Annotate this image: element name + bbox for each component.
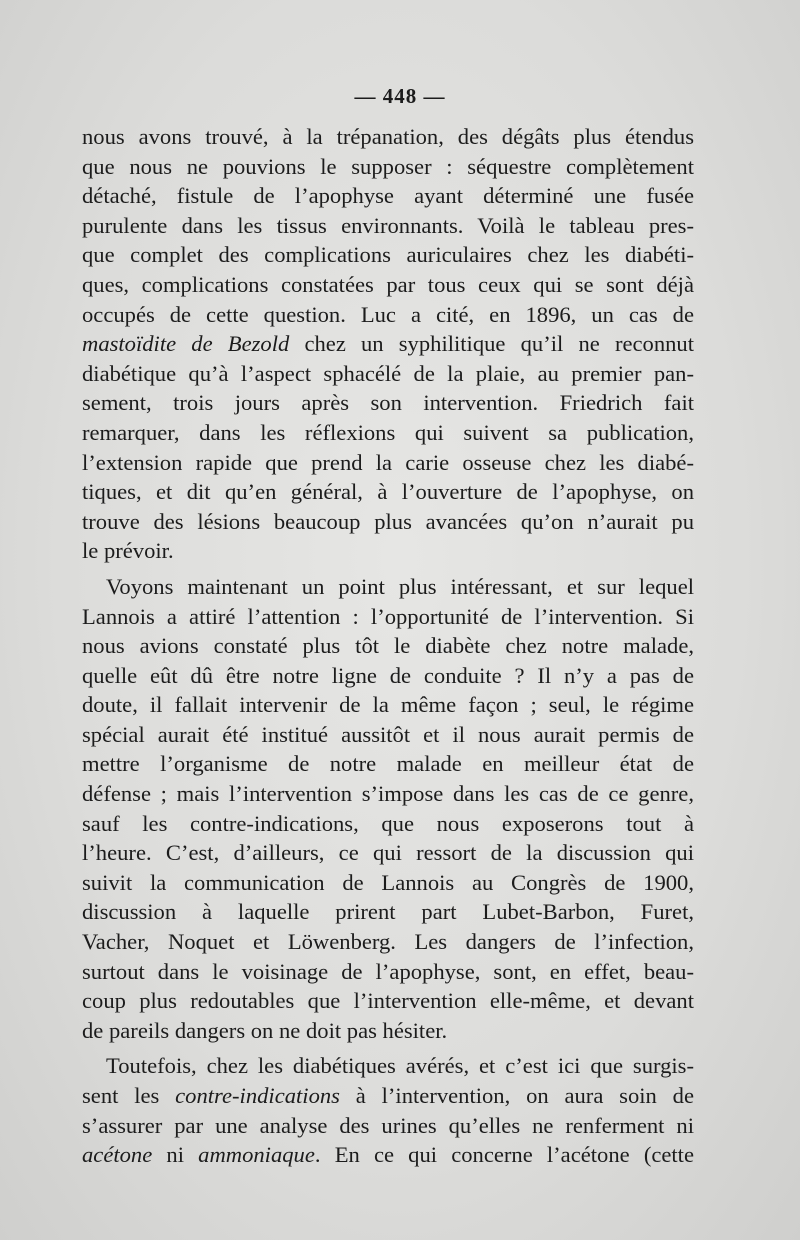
italic-text: acétone (82, 1142, 153, 1168)
text-run: spécial aurait été institué aussitôt et il nous aurait permis de (82, 721, 694, 747)
paragraph (82, 1051, 694, 1169)
text-line (82, 602, 694, 632)
text-line (82, 240, 694, 270)
text-run: trouve des lésions beaucoup plus avancées qu’on n’aurait pu (82, 508, 694, 534)
text-line (82, 418, 694, 448)
text-run: Lannois a attiré l’attention : l’opportunité de l’intervention. Si (82, 603, 694, 629)
text-line (82, 868, 694, 898)
text-run: quelle eût dû être notre ligne de conduite ? Il n’y a pas de (82, 662, 694, 688)
text-run: occupés de cette question. Luc a cité, en 1896, un cas de (82, 301, 694, 327)
text-run: que nous ne pouvions le supposer : séquestre complètement (82, 153, 694, 179)
text-run: ni (152, 1142, 199, 1168)
text-run: Toutefois, chez les diabétiques avérés, et c’est ici que surgis- (106, 1053, 694, 1079)
body-text (82, 122, 694, 1170)
text-line (82, 809, 694, 839)
text-line (82, 388, 694, 418)
text-run: suivit la communication de Lannois au Congrès de 1900, (82, 869, 694, 895)
text-run: coup plus redoutables que l’intervention elle-même, et devant (82, 988, 694, 1014)
text-line (82, 957, 694, 987)
text-line (82, 1140, 694, 1170)
text-run: chez un syphilitique qu’il ne reconnut (289, 331, 694, 357)
text-line (82, 270, 694, 300)
text-line (82, 927, 694, 957)
text-run: à l’intervention, on aura soin de (339, 1083, 694, 1108)
text-run: Vacher, Noquet et Löwenberg. Les dangers de l’infection, (82, 929, 694, 955)
text-line (82, 631, 694, 661)
italic-text: mastoïdite de Bezold (82, 331, 290, 357)
text-run: de pareils dangers on ne doit pas hésiter. (82, 1017, 448, 1043)
text-line (82, 1081, 694, 1111)
text-line (82, 749, 694, 779)
text-line (82, 690, 694, 720)
page-number: — 448 — (354, 84, 446, 108)
text-line (82, 359, 694, 389)
text-line (82, 122, 694, 152)
text-run: sement, trois jours après son intervention. Friedrich fait (82, 390, 694, 416)
text-run: tiques, et dit qu’en général, à l’ouverture de l’apophyse, on (82, 479, 694, 505)
text-run: que complet des complications auriculaires chez les diabéti- (82, 242, 694, 268)
text-run: le prévoir. (82, 538, 174, 564)
text-run: ques, complications constatées par tous ceux qui se sont déjà (82, 271, 694, 297)
text-line (82, 477, 694, 507)
text-run: l’extension rapide que prend la carie osseuse chez les diabé- (82, 449, 694, 475)
text-run: détaché, fistule de l’apophyse ayant déterminé une fusée (82, 183, 694, 209)
text-run: Voyons maintenant un point plus intéressant, et sur lequel (106, 573, 694, 599)
text-line (82, 986, 694, 1016)
text-line (82, 779, 694, 809)
text-line (82, 661, 694, 691)
text-run: nous avions constaté plus tôt le diabète chez notre malade, (82, 633, 694, 659)
text-line (82, 838, 694, 868)
italic-text: ammoniaque (198, 1142, 315, 1168)
paragraph (82, 122, 694, 566)
text-line (82, 1111, 694, 1141)
text-line (82, 211, 694, 241)
text-run: sent les (82, 1083, 176, 1108)
text-line (82, 897, 694, 927)
text-line (82, 1016, 694, 1046)
paragraph (82, 572, 694, 1046)
text-run: . En ce qui concerne l’acétone (cette (314, 1142, 694, 1168)
text-run: sauf les contre-indications, que nous exposerons tout à (82, 810, 694, 836)
text-line (82, 300, 694, 330)
text-run: discussion à laquelle prirent part Lubet-Barbon, Furet, (82, 899, 694, 925)
text-line (82, 152, 694, 182)
italic-text: contre-indications (175, 1083, 340, 1108)
text-run: nous avons trouvé, à la trépanation, des dégâts plus étendus (82, 124, 694, 149)
text-run: remarquer, dans les réflexions qui suivent sa publication, (82, 419, 694, 445)
text-line (82, 181, 694, 211)
text-run: défense ; mais l’intervention s’impose dans les cas de ce genre, (82, 781, 694, 807)
text-run: mettre l’organisme de notre malade en meilleur état de (82, 751, 694, 777)
text-line (82, 536, 694, 566)
text-line (82, 720, 694, 750)
text-line (82, 507, 694, 537)
text-run: diabétique qu’à l’aspect sphacélé de la plaie, au premier pan- (82, 360, 694, 386)
text-line (82, 329, 694, 359)
text-run: doute, il fallait intervenir de la même façon ; seul, le régime (82, 692, 694, 718)
text-run: l’heure. C’est, d’ailleurs, ce qui ressort de la discussion qui (82, 840, 694, 866)
text-run: purulente dans les tissus environnants. Voilà le tableau pres- (82, 212, 694, 238)
text-run: surtout dans le voisinage de l’apophyse, sont, en effet, beau- (82, 958, 694, 984)
text-run: s’assurer par une analyse des urines qu’elles ne renferment ni (82, 1112, 694, 1138)
text-line (82, 1051, 694, 1081)
text-line (82, 448, 694, 478)
text-line (82, 572, 694, 602)
